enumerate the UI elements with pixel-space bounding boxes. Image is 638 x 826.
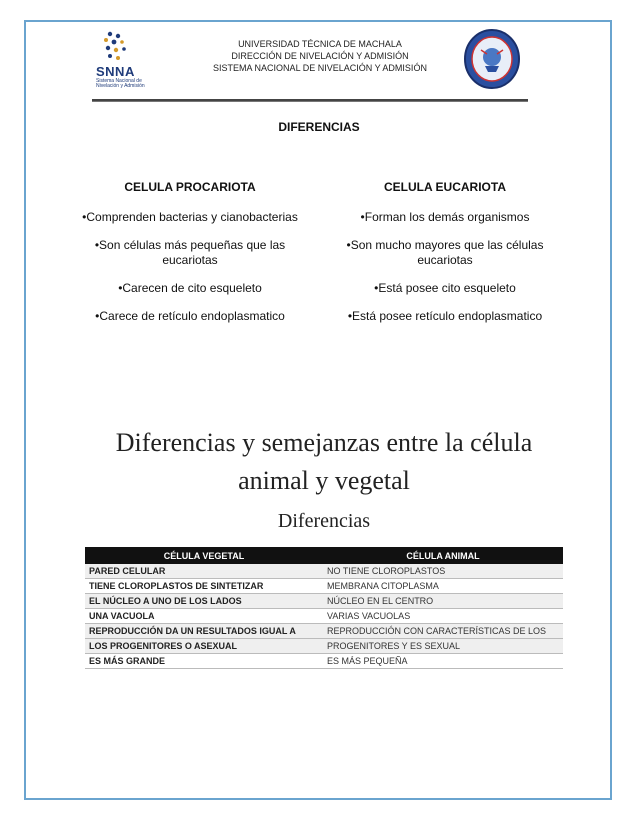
vegetal-cell: TIENE CLOROPLASTOS DE SINTETIZAR <box>85 579 323 594</box>
snna-brand: SNNA <box>96 64 135 79</box>
table-row <box>85 654 563 669</box>
image-title-line-1: Diferencias y semejanzas entre la célula <box>115 428 533 457</box>
vegetal-cell: UNA VACUOLA <box>85 609 323 624</box>
procariota-item: •Comprenden bacterias y cianobacterias <box>82 210 298 224</box>
procariota-column <box>78 180 302 337</box>
eucariota-item: •Está posee retículo endoplasmatico <box>347 309 543 323</box>
vegetal-cell: ES MÁS GRANDE <box>85 654 323 669</box>
section-title: DIFERENCIAS <box>278 120 360 134</box>
eucariota-item: •Forman los demás organismos <box>360 210 530 224</box>
vegetal-cell: REPRODUCCIÓN DA UN RESULTADOS IGUAL A <box>85 624 323 639</box>
animal-cell: REPRODUCCIÓN CON CARACTERÍSTICAS DE LOS <box>323 624 563 639</box>
comparison-table <box>85 547 563 669</box>
animal-cell: ES MÁS PEQUEÑA <box>323 654 563 669</box>
vegetal-cell: LOS PROGENITORES O ASEXUAL <box>85 639 323 654</box>
procariota-item: •Carecen de cito esqueleto <box>118 281 262 295</box>
table-row <box>85 564 563 579</box>
table-row <box>85 594 563 609</box>
image-subtitle: Diferencias <box>277 510 371 532</box>
header-text <box>150 38 490 74</box>
table-row <box>85 579 563 594</box>
image-title-line-2: animal y vegetal <box>238 466 410 495</box>
table-row <box>85 639 563 654</box>
header-rule <box>92 99 528 102</box>
animal-cell: NO TIENE CLOROPLASTOS <box>323 564 563 579</box>
university-seal-icon <box>463 28 521 90</box>
eucariota-item: •Son mucho mayores que las células eucariotas <box>346 238 544 267</box>
table-row <box>85 624 563 639</box>
procariota-item: •Carece de retículo endoplasmatico <box>95 309 285 323</box>
procariota-item: •Son células más pequeñas que las eucariotas <box>94 238 286 267</box>
column-header-vegetal: CÉLULA VEGETAL <box>85 547 323 564</box>
procariota-heading: CELULA PROCARIOTA <box>124 180 256 194</box>
snna-dna-icon <box>96 30 136 64</box>
eucariota-heading: CELULA EUCARIOTA <box>384 180 506 194</box>
column-header-animal: CÉLULA ANIMAL <box>323 547 563 564</box>
animal-cell: NÚCLEO EN EL CENTRO <box>323 594 563 609</box>
header-line-3: SISTEMA NACIONAL DE NIVELACIÓN Y ADMISIÓN <box>213 63 427 73</box>
vegetal-cell: EL NÚCLEO A UNO DE LOS LADOS <box>85 594 323 609</box>
vegetal-cell: PARED CELULAR <box>85 564 323 579</box>
eucariota-column <box>333 180 557 337</box>
header-line-1: UNIVERSIDAD TÉCNICA DE MACHALA <box>238 39 402 49</box>
animal-cell: VARIAS VACUOLAS <box>323 609 563 624</box>
table-row <box>85 609 563 624</box>
snna-tagline: Sistema Nacional de Nivelación y Admisión <box>96 78 145 89</box>
comparison-image <box>85 426 563 696</box>
header-line-2: DIRECCIÓN DE NIVELACIÓN Y ADMISIÓN <box>231 51 409 61</box>
table-header-row <box>85 547 563 564</box>
animal-cell: MEMBRANA CITOPLASMA <box>323 579 563 594</box>
eucariota-item: •Está posee cito esqueleto <box>374 281 516 295</box>
animal-cell: PROGENITORES Y ES SEXUAL <box>323 639 563 654</box>
snna-logo <box>96 30 148 90</box>
